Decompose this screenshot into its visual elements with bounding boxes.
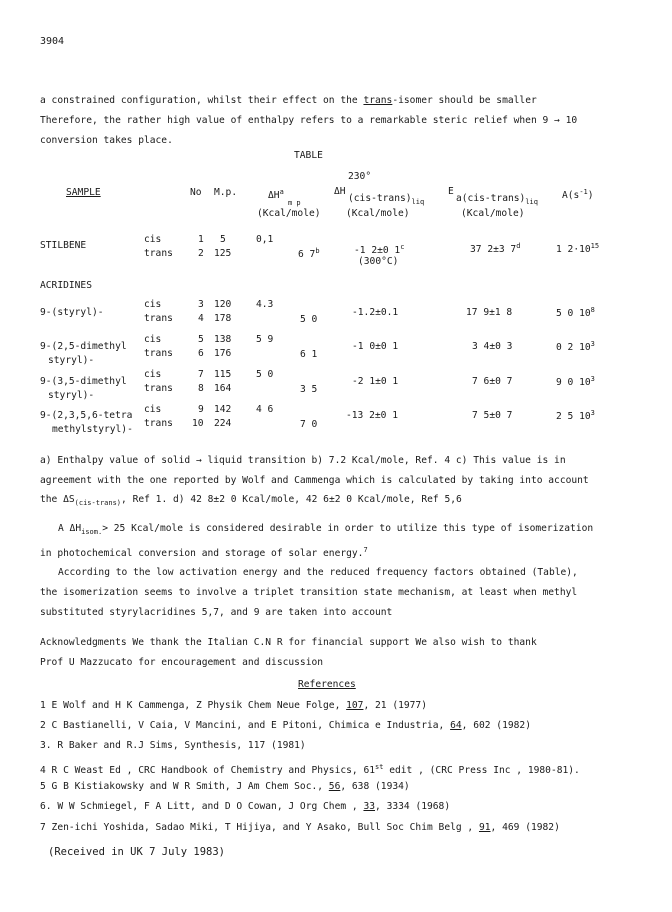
compound-no: 8 xyxy=(198,383,204,394)
header-dhm-unit: (Kcal/mole) xyxy=(257,208,321,219)
isomer-cis: cis xyxy=(144,234,162,245)
sample-name: 9-(3,5-dimethyl xyxy=(40,376,127,387)
enthalpy-melting: 6 7$^b$ xyxy=(298,247,320,261)
melting-point: 224 xyxy=(214,418,232,429)
sample-name-cont: methylstyryl)- xyxy=(52,424,133,435)
paragraph-line: According to the low activation energy and the reduced frequency factors obtained (Table), xyxy=(58,567,578,578)
melting-point: 138 xyxy=(214,334,232,345)
intro-line-2: Therefore, the rather high value of enthalpy refers to a remarkable steric relief when 9 → 10 xyxy=(40,115,578,126)
frequency-factor: 2 5 $10^3$ xyxy=(556,409,595,423)
enthalpy-isomerization: -2 1±0 1 xyxy=(352,376,399,387)
reference-item: 5 G B Kistiakowsky and W R Smith, J Am Chem Soc., 56, 638 (1934) xyxy=(40,781,410,792)
reference-item: 3. R Baker and R.J Sims, Synthesis, 117 (1981) xyxy=(40,740,306,751)
enthalpy-melting: 5 0 xyxy=(300,314,318,325)
sample-name: STILBENE xyxy=(40,240,87,251)
footnote-line-3: the $\Delta S_{(cis-trans)}$, Ref 1. d) 42 8±2 0 Kcal/mole, 42 6±2 0 Kcal/mole, Ref 5,6 xyxy=(40,494,462,507)
reference-item: 6. W W Schmiegel, F A Litt, and D O Cowan, J Org Chem , 33, 3334 (1968) xyxy=(40,801,451,812)
section-acridines: ACRIDINES xyxy=(40,280,92,291)
enthalpy-melting: 3 5 xyxy=(300,384,318,395)
melting-point: 120 xyxy=(214,299,232,310)
isomer-cis: cis xyxy=(144,299,162,310)
enthalpy-isomerization: -1 0±0 1 xyxy=(352,341,399,352)
activation-energy: 17 9±1 8 xyxy=(466,307,513,318)
reference-item: 1 E Wolf and H K Cammenga, Z Physik Chem Neue Folge, 107, 21 (1977) xyxy=(40,700,427,711)
temperature-note: (300°C) xyxy=(358,256,399,267)
enthalpy-melting: 5 9 xyxy=(256,334,274,345)
isomer-cis: cis xyxy=(144,334,162,345)
frequency-factor: 5 0 $10^8$ xyxy=(556,306,595,320)
isomer-trans: trans xyxy=(144,418,173,429)
header-dh-paren: $(cis-trans)_{liq}$ xyxy=(348,193,425,206)
compound-no: 3 xyxy=(198,299,204,310)
sample-name: 9-(2,3,5,6-tetra xyxy=(40,410,133,421)
reference-item: 7 Zen-ichi Yoshida, Sadao Miki, T Hijiya, and Y Asako, Bull Soc Chim Belg , 91, 469 (1982) xyxy=(40,822,560,833)
enthalpy-melting: 7 0 xyxy=(300,419,318,430)
compound-no: 7 xyxy=(198,369,204,380)
header-dh: ΔH xyxy=(334,186,346,197)
sample-name: 9-(2,5-dimethyl xyxy=(40,341,127,352)
activation-energy: 37 2±3 7$^d$ xyxy=(470,242,521,256)
melting-point: 5 xyxy=(220,234,226,245)
isomer-trans: trans xyxy=(144,383,173,394)
header-ea: E xyxy=(448,186,454,197)
compound-no: 6 xyxy=(198,348,204,359)
enthalpy-melting: 5 0 xyxy=(256,369,274,380)
frequency-factor: 0 2 $10^3$ xyxy=(556,340,595,354)
header-ea-unit: (Kcal/mole) xyxy=(461,208,525,219)
activation-energy: 7 6±0 7 xyxy=(472,376,513,387)
melting-point: 115 xyxy=(214,369,232,380)
melting-point: 125 xyxy=(214,248,232,259)
intro-line-1: a constrained configuration, whilst their effect on the trans-isomer should be smaller xyxy=(40,95,537,106)
melting-point: 142 xyxy=(214,404,232,415)
isomer-cis: cis xyxy=(144,404,162,415)
enthalpy-melting: 4 6 xyxy=(256,404,274,415)
frequency-factor: 9 0 $10^3$ xyxy=(556,375,595,389)
header-dh-unit: (Kcal/mole) xyxy=(346,208,410,219)
enthalpy-melting: 6 1 xyxy=(300,349,318,360)
melting-point: 164 xyxy=(214,383,232,394)
enthalpy-isomerization: -1.2±0.1 xyxy=(352,307,399,318)
paragraph-line: A $\Delta H_{isom.}> 25$ Kcal/mole is considered desirable in order to utilize this type of isomerization xyxy=(58,523,594,536)
enthalpy-isomerization: -1 2±0 1$^c$ xyxy=(354,243,405,257)
page-number: 3904 xyxy=(40,36,65,47)
compound-no: 10 xyxy=(192,418,204,429)
sample-name-cont: styryl)- xyxy=(48,355,95,366)
header-dhm-sub: m p xyxy=(288,199,301,207)
header-sample: SAMPLE xyxy=(66,187,101,198)
melting-point: 176 xyxy=(214,348,232,359)
enthalpy-melting: 4.3 xyxy=(256,299,274,310)
compound-no: 4 xyxy=(198,313,204,324)
references-heading: References xyxy=(298,679,356,690)
sample-name: 9-(styryl)- xyxy=(40,307,104,318)
header-ea-paren: $a(cis-trans)_{liq}$ xyxy=(456,193,538,206)
frequency-factor: 1 $2\cdot 10^{15}$ xyxy=(556,242,600,256)
enthalpy-isomerization: -13 2±0 1 xyxy=(346,410,398,421)
footnote-line-2: agreement with the one reported by Wolf and Cammenga which is calculated by taking into account xyxy=(40,475,589,486)
footnote-line-1: a) Enthalpy value of solid → liquid transition b) 7.2 Kcal/mole, Ref. 4 c) This value is in xyxy=(40,455,566,466)
acknowledgments-line: Prof U Mazzucato for encouragement and discussion xyxy=(40,657,324,668)
paragraph-line: in photochemical conversion and storage of solar energy.$^7$ xyxy=(40,546,368,560)
enthalpy-melting: 0,1 xyxy=(256,234,274,245)
compound-no: 1 xyxy=(198,234,204,245)
isomer-trans: trans xyxy=(144,248,173,259)
compound-no: 2 xyxy=(198,248,204,259)
paragraph-line: substituted styrylacridines 5,7, and 9 are taken into account xyxy=(40,607,393,618)
intro-line-3: conversion takes place. xyxy=(40,135,173,146)
acknowledgments-line: Acknowledgments We thank the Italian C.N R for financial support We also wish to thank xyxy=(40,637,537,648)
activation-energy: 3 4±0 3 xyxy=(472,341,513,352)
activation-energy: 7 5±0 7 xyxy=(472,410,513,421)
melting-point: 178 xyxy=(214,313,232,324)
compound-no: 5 xyxy=(198,334,204,345)
header-a: $A(s^{-1})$ xyxy=(562,188,594,202)
isomer-cis: cis xyxy=(144,369,162,380)
table-title: TABLE xyxy=(294,150,323,161)
sample-name-cont: styryl)- xyxy=(48,390,95,401)
reference-item: 2 C Bastianelli, V Caia, V Mancini, and E Pitoni, Chimica e Industria, 64, 602 (1982) xyxy=(40,720,531,731)
header-mp: M.p. xyxy=(214,187,238,198)
header-no: No xyxy=(190,187,202,198)
temperature-label: 230° xyxy=(348,171,372,182)
received-date: (Received in UK 7 July 1983) xyxy=(48,846,226,858)
header-dhm: $\Delta H^a$ xyxy=(268,188,284,202)
paragraph-line: the isomerization seems to involve a triplet transition state mechanism, at least when methyl xyxy=(40,587,578,598)
reference-item: 4 R C Weast Ed , CRC Handbook of Chemistry and Physics, 61st edit , (CRC Press Inc , 1980-81). xyxy=(40,763,580,777)
isomer-trans: trans xyxy=(144,313,173,324)
compound-no: 9 xyxy=(198,404,204,415)
isomer-trans: trans xyxy=(144,348,173,359)
